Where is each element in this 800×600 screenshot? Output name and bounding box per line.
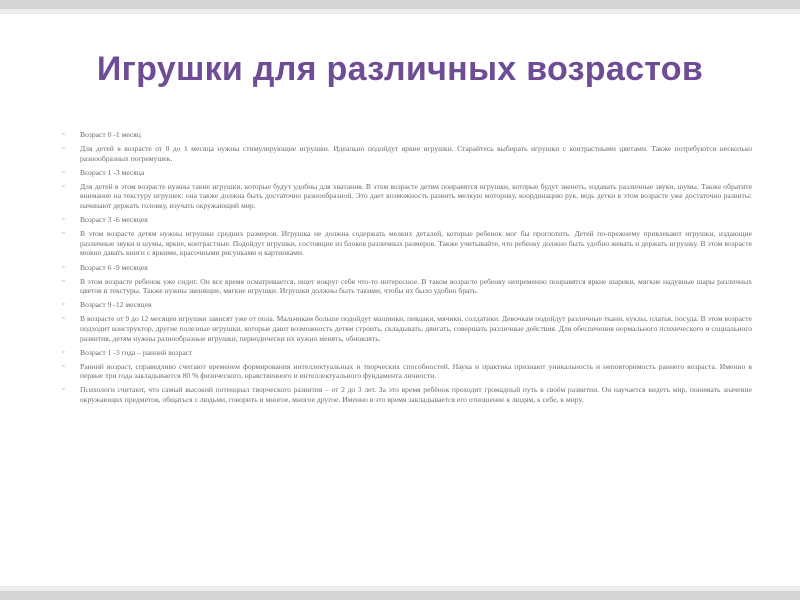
list-item-text: В этом возрасте ребенок уже сидит. Он все время осматривается, ищет вокруг себя что-то интересное. В таком возрасте ребенку непременно понравятся яркие шарики, мягкие надувные шары различных цветов и текстуры. Также нужны звенящие, мягкие игрушки. Игрушки должны быть такими, чтобы их было удобно брать. bbox=[80, 276, 752, 296]
list-item bbox=[62, 215, 752, 225]
bullet-icon: ▫ bbox=[62, 300, 65, 309]
list-item bbox=[62, 362, 752, 381]
bullet-icon: ▫ bbox=[62, 262, 65, 271]
list-item-text: В этом возрасте детям нужны игрушки средних размеров. Игрушка не должна содержать мелких деталей, которые ребенок мог бы проглотить. Детей по-прежнему привлекают игрушки, издающие различные звуки и шумы, яркие, контрастные. Подойдут игрушки, состоящие из блоков различных размеров. Также учитывайте, что ребенку должно быть удобно жевать и держать игрушку. В этом возрасте можно давать книги с яркими, красочными рисунками и картинками. bbox=[80, 229, 752, 258]
list-item bbox=[62, 385, 752, 404]
list-item-text: Возраст 6 -9 месяцев bbox=[80, 262, 148, 272]
bullet-icon: ▫ bbox=[62, 276, 65, 285]
list-item bbox=[62, 168, 752, 178]
bullet-icon: ▫ bbox=[62, 314, 65, 323]
bullet-icon: ▫ bbox=[62, 229, 65, 238]
list-item bbox=[62, 314, 752, 343]
list-item bbox=[62, 300, 752, 310]
list-item-text: Возраст 3 -6 месяцев bbox=[80, 215, 148, 225]
list-item-text: Возраст 9 -12 месяцев bbox=[80, 300, 152, 310]
list-item bbox=[62, 144, 752, 163]
list-item-text: Возраст 1 -3 года – ранний возраст bbox=[80, 347, 193, 357]
bullet-icon: ▫ bbox=[62, 361, 65, 370]
list-item bbox=[62, 182, 752, 211]
list-item-text: Для детей в этом возрасте нужны такие игрушки, которые будут удобны для хватания. В этом возрасте детям понравятся игрушки, которые будут звенеть, издавать различные звуки, шумы. Также обратите внимание на текстуру игрушек: она также должна быть достаточно разнообразной. Это дает возможность развить мелкую моторику, координацию рук, ведь детки в этом возрасте уже достаточно развиты: начинают держать головку, изучать окружающий мир. bbox=[80, 181, 752, 211]
list-item bbox=[62, 263, 752, 273]
slide-title: Игрушки для различных возрастов bbox=[96, 50, 704, 88]
bullet-icon: ▫ bbox=[62, 130, 65, 138]
list-item bbox=[62, 229, 752, 258]
bullet-list bbox=[62, 130, 752, 409]
bottom-decorative-bar bbox=[0, 591, 800, 600]
bullet-icon: ▫ bbox=[62, 181, 65, 190]
top-decorative-bar bbox=[0, 0, 800, 9]
bullet-icon: ▫ bbox=[62, 347, 65, 356]
bullet-icon: ▫ bbox=[62, 215, 65, 224]
list-item-text: В возрасте от 9 до 12 месяцев игрушки зависят уже от пола. Мальчикам больше подойдут машинки, пивдаки, мячики, солдатики. Девочкам подойдут различные ткани, куклы, платья, посуда. В этом возрасте подходит конструктор, другие полезные игрушки, которые дают возможность детям строить, складывать, двигать, совершать различные действия. Для обеспечения нормального психического и социального развития, детям нужны разнообразные игрушки, периодически их нужно менять, обновлять. bbox=[80, 314, 752, 343]
bullet-icon: ▫ bbox=[62, 167, 65, 176]
bullet-icon: ▫ bbox=[62, 385, 65, 394]
bullet-icon: ▫ bbox=[62, 144, 65, 153]
list-item bbox=[62, 348, 752, 358]
list-item-text: Для детей в возрасте от 0 до 1 месяца нужны стимулирующие игрушки. Идеально подойдут яркие игрушки. Старайтесь выбирать игрушки с контрастными цветами. Также потребуются несколько разнообразных погремушек. bbox=[80, 144, 752, 163]
list-item bbox=[62, 277, 752, 296]
top-decorative-bar-light bbox=[0, 9, 800, 14]
list-item-text: Возраст 1 -3 месяца bbox=[80, 167, 145, 177]
list-item bbox=[62, 130, 752, 140]
list-item-text: Ранний возраст, справедливо считают временем формирования интеллектуальных и творческих способностей. Наука и практика признают уникальность и неповторимость раннего возраста. Именно в первые три года закладывается 80 % физического, нравственного и интеллектуального фундамента личности. bbox=[80, 361, 752, 381]
list-item-text: Возраст 0 -1 месяц bbox=[80, 130, 141, 139]
list-item-text: Психологи считают, что самый высокий потенциал творческого развития – от 2 до 3 лет. За это время ребёнок проходит громадный путь в своём развитии. Он научается видеть мир, понимать значение окружающих предметов, общаться с людьми, говорить и многое, многое другое. Именно в это время закладывается его отношение к людям, к себе, к миру. bbox=[80, 385, 752, 405]
